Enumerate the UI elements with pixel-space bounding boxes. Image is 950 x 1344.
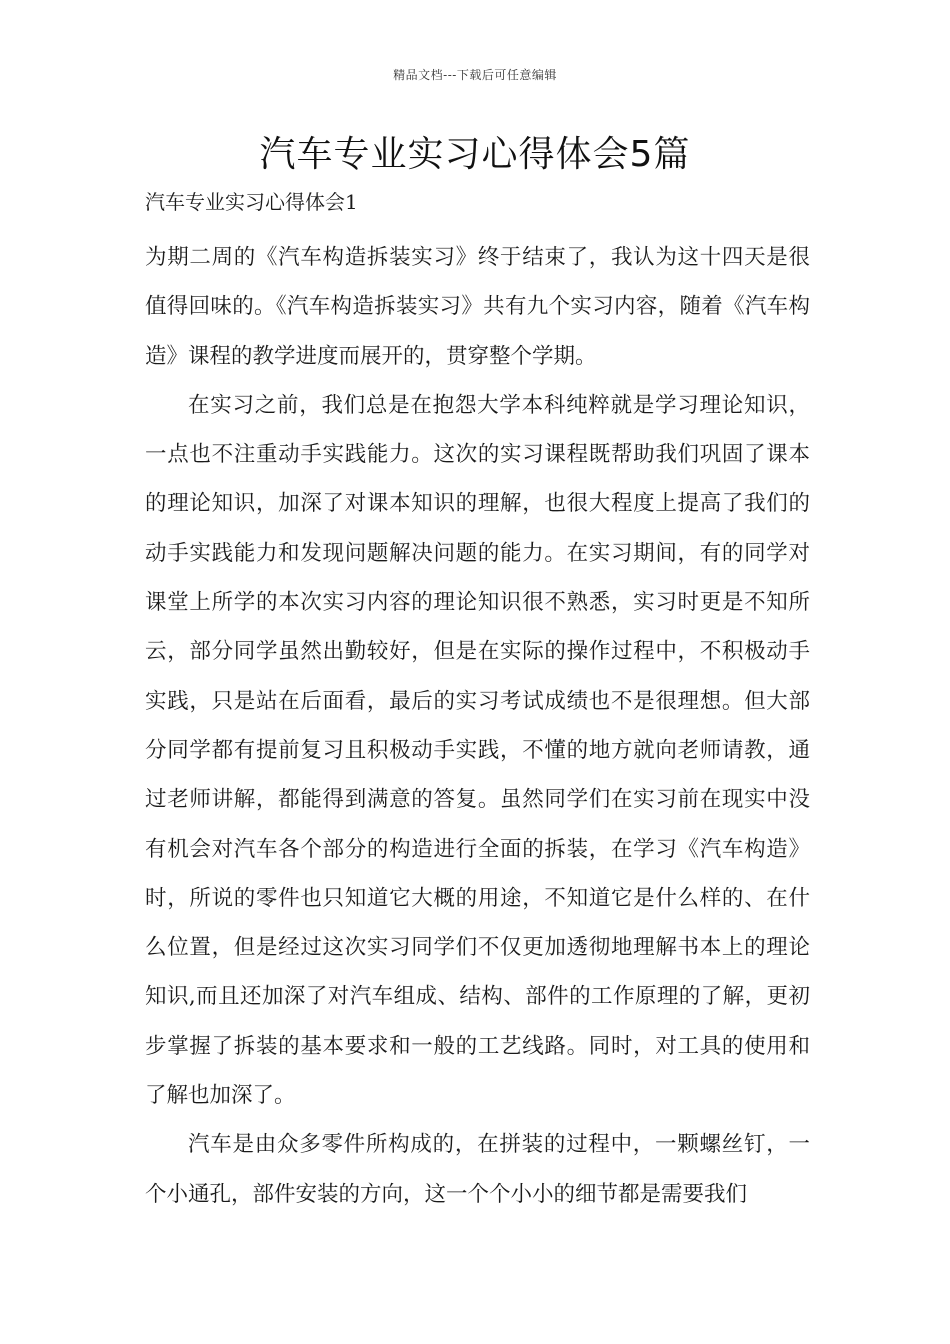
paragraph-2: 在实习之前，我们总是在抱怨大学本科纯粹就是学习理论知识，一点也不注重动手实践能力。这次的实习课程既帮助我们巩固了课本的理论知识，加深了对课本知识的理解，也很大程度上提高了我们的动手实践能力和发现问题解决问题的能力。在实习期间，有的同学对课堂上所学的本次实习内容的理论知识很不熟悉，实习时更是不知所云，部分同学虽然出勤较好，但是在实际的操作过程中，不积极动手实践，只是站在后面看，最后的实习考试成绩也不是很理想。但大部分同学都有提前复习且积极动手实践，不懂的地方就向老师请教，通过老师讲解，都能得到满意的答复。虽然同学们在实习前在现实中没有机会对汽车各个部分的构造进行全面的拆装，在学习《汽车构造》时，所说的零件也只知道它大概的用途，不知道它是什么样的、在什么位置，但是经过这次实习同学们不仅更加透彻地理解书本上的理论知识,而且还加深了对汽车组成、结构、部件的工作原理的了解，更初步掌握了拆装的基本要求和一般的工艺线路。同时，对工具的使用和了解也加深了。 xyxy=(145,392,810,1109)
paragraph-1: 为期二周的《汽车构造拆装实习》终于结束了，我认为这十四天是很值得回味的。《汽车构造拆装实习》共有九个实习内容，随着《汽车构造》课程的教学进度而展开的，贯穿整个学期。 xyxy=(145,245,810,369)
paragraph-3: 汽车是由众多零件所构成的，在拼装的过程中，一颗螺丝钉，一个小通孔，部件安装的方向，这一个个小小的细节都是需要我们 xyxy=(145,1132,810,1207)
header-note: 精品文档---下载后可任意编辑 xyxy=(393,68,557,82)
document-title: 汽车专业实习心得体会5篇 xyxy=(259,134,691,175)
section-heading: 汽车专业实习心得体会1 xyxy=(145,190,358,214)
body-text xyxy=(145,233,810,1219)
